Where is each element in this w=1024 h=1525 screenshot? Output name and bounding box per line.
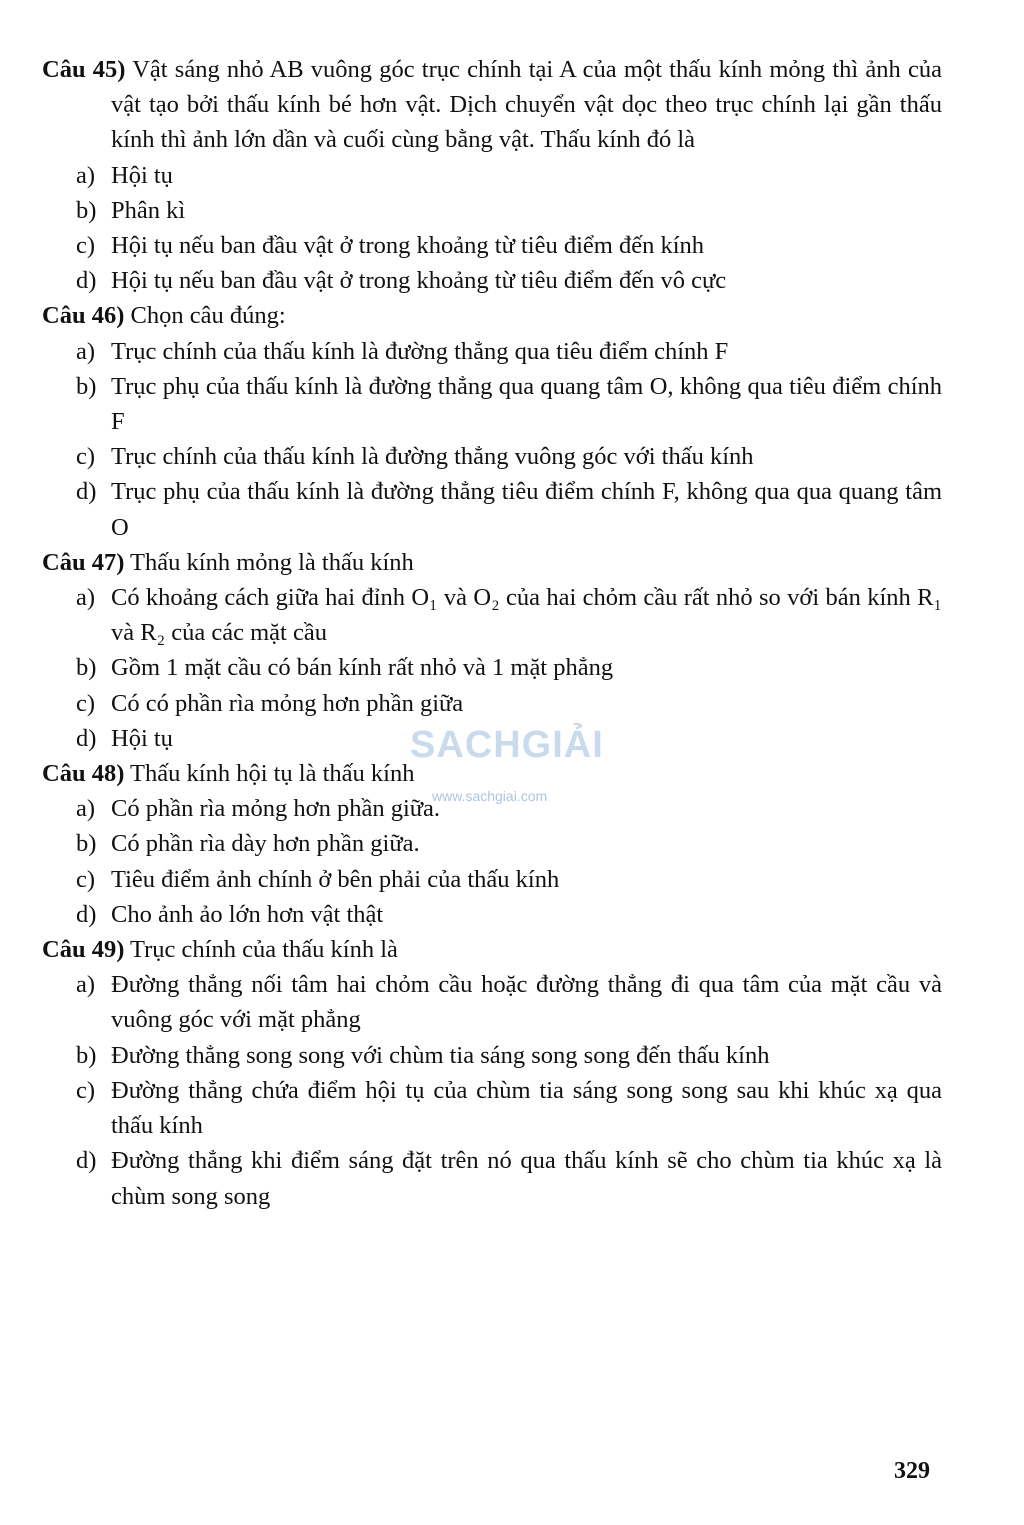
option-letter: c) <box>76 443 96 471</box>
question-stem <box>42 756 942 791</box>
question-47 <box>42 545 942 756</box>
answer-option-c <box>42 228 942 263</box>
question-text: Vật sáng nhỏ AB vuông góc trục chính tại A của một thấu kính mỏng thì ảnh của vật tạo bởi thấu kính bé hơn vật. Dịch chuyển vật dọc theo trục chính lại gần thấu kính thì ảnh lớn dần và cuối cùng bằng vật. Thấu kính đó là <box>111 56 943 154</box>
option-letter: b) <box>76 196 97 224</box>
option-letter: b) <box>76 654 97 682</box>
option-letter: a) <box>76 971 96 999</box>
option-letter: a) <box>76 795 96 823</box>
answer-option-b <box>42 650 942 685</box>
question-label: Câu 46) <box>42 302 125 330</box>
question-stem <box>42 52 942 158</box>
watermark-logo: SACHGIẢI <box>410 724 604 766</box>
option-text: Trục chính của thấu kính là đường thẳng qua tiêu điểm chính F <box>111 337 729 365</box>
option-letter: b) <box>76 372 97 400</box>
question-text: Chọn câu đúng: <box>130 302 286 330</box>
option-letter: d) <box>76 724 97 752</box>
option-text: Gồm 1 mặt cầu có bán kính rất nhỏ và 1 mặt phẳng <box>111 654 614 682</box>
question-45 <box>42 52 942 298</box>
answer-option-a <box>42 967 942 1037</box>
option-text: Trục phụ của thấu kính là đường thẳng qua quang tâm O, không qua tiêu điểm chính F <box>111 372 942 436</box>
option-letter: b) <box>76 1041 97 1069</box>
answer-option-b <box>42 826 942 861</box>
option-text: Đường thẳng chứa điểm hội tụ của chùm tia sáng song song sau khi khúc xạ qua thấu kính <box>111 1076 942 1140</box>
question-label: Câu 49) <box>42 936 125 964</box>
option-letter: d) <box>76 267 97 295</box>
document-page <box>42 52 942 1214</box>
option-text: Đường thẳng song song với chùm tia sáng song song đến thấu kính <box>111 1041 770 1069</box>
question-text: Thấu kính hội tụ là thấu kính <box>130 760 415 788</box>
answer-option-a <box>42 334 942 369</box>
answer-option-b <box>42 193 942 228</box>
answer-option-a <box>42 158 942 193</box>
question-stem <box>42 932 942 967</box>
option-letter: a) <box>76 161 96 189</box>
option-letter: d) <box>76 900 97 928</box>
question-stem <box>42 545 942 580</box>
question-stem <box>42 298 942 333</box>
option-text: Trục phụ của thấu kính là đường thẳng tiêu điểm chính F, không qua qua quang tâm O <box>111 478 942 541</box>
option-text: Hội tụ nếu ban đầu vật ở trong khoảng từ tiêu điểm đến kính <box>111 232 705 260</box>
option-text: Đường thẳng nối tâm hai chỏm cầu hoặc đường thẳng đi qua tâm của mặt cầu và vuông góc với mặt phẳng <box>111 971 942 1034</box>
option-letter: c) <box>76 689 96 717</box>
answer-option-d <box>42 474 942 544</box>
option-text: Tiêu điểm ảnh chính ở bên phải của thấu kính <box>111 865 560 893</box>
option-letter: a) <box>76 584 96 612</box>
option-letter: c) <box>76 232 96 260</box>
option-text: Đường thẳng khi điểm sáng đặt trên nó qua thấu kính sẽ cho chùm tia khúc xạ là chùm song song <box>111 1147 942 1210</box>
option-text: Cho ảnh ảo lớn hơn vật thật <box>111 900 384 928</box>
option-text: Hội tụ nếu ban đầu vật ở trong khoảng từ tiêu điểm đến vô cực <box>111 267 727 295</box>
option-text: Có có phần rìa mỏng hơn phần giữa <box>111 689 464 717</box>
question-text: Trục chính của thấu kính là <box>130 936 398 964</box>
option-letter: d) <box>76 478 97 506</box>
page-number: 329 <box>894 1458 930 1484</box>
answer-option-c <box>42 1073 942 1143</box>
option-letter: c) <box>76 865 96 893</box>
option-letter: c) <box>76 1076 96 1104</box>
option-letter: d) <box>76 1147 97 1175</box>
answer-option-c <box>42 439 942 474</box>
answer-option-a <box>42 791 942 826</box>
question-46 <box>42 298 942 544</box>
question-text: Thấu kính mỏng là thấu kính <box>130 548 414 576</box>
answer-option-b <box>42 369 942 439</box>
answer-option-d <box>42 897 942 932</box>
question-label: Câu 45) <box>42 56 126 83</box>
answer-option-c <box>42 686 942 721</box>
question-48 <box>42 756 942 932</box>
option-text: Có khoảng cách giữa hai đỉnh O₁ và O₂ của hai chỏm cầu rất nhỏ so với bán kính R₁ và R₂ của các mặt cầu <box>111 584 942 647</box>
option-text: Trục chính của thấu kính là đường thẳng vuông góc với thấu kính <box>111 443 754 471</box>
answer-option-d <box>42 263 942 298</box>
question-49 <box>42 932 942 1214</box>
answer-option-d <box>42 721 942 756</box>
option-text: Hội tụ <box>111 724 173 752</box>
answer-option-c <box>42 862 942 897</box>
answer-option-a <box>42 580 942 650</box>
option-text: Phân kì <box>111 196 186 224</box>
option-text: Có phần rìa mỏng hơn phần giữa. <box>111 795 441 823</box>
option-letter: b) <box>76 830 97 858</box>
option-letter: a) <box>76 337 96 365</box>
option-text: Hội tụ <box>111 161 173 189</box>
option-text: Có phần rìa dày hơn phần giữa. <box>111 830 420 858</box>
answer-option-b <box>42 1038 942 1073</box>
watermark-url: www.sachgiai.com <box>432 788 548 804</box>
question-label: Câu 48) <box>42 760 125 788</box>
question-label: Câu 47) <box>42 548 125 576</box>
answer-option-d <box>42 1143 942 1213</box>
